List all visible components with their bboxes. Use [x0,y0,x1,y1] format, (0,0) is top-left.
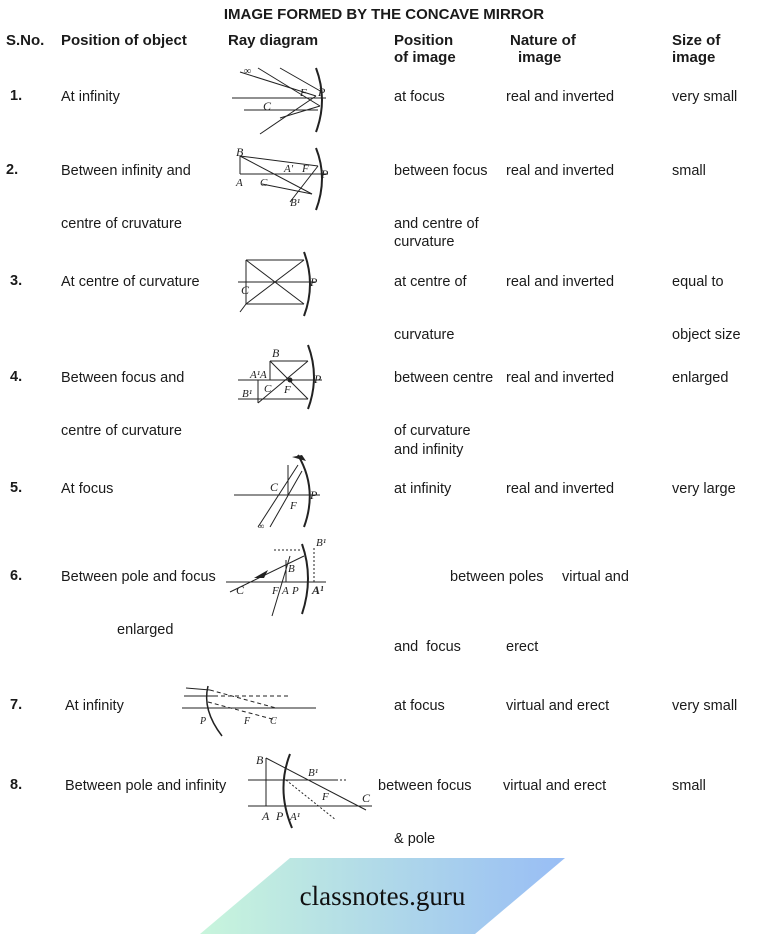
row-2-object-line1: Between infinity and [61,163,191,179]
svg-text:A: A [236,177,243,189]
svg-text:C: C [264,383,272,395]
header-size-line2: image [672,49,716,66]
svg-text:C: C [241,283,250,297]
row-3-nature: real and inverted [506,274,615,290]
header-ray-diagram: Ray diagram [228,32,319,49]
svg-text:F: F [322,791,329,803]
row-7-object: At infinity [65,698,124,714]
row-2-size: small [672,163,706,179]
svg-text:F: F [302,163,309,175]
svg-text:B¹: B¹ [316,538,327,549]
row-2-object-line2: centre of cruvature [61,216,182,232]
row-1-image-position: at focus [394,89,445,105]
svg-text:B: B [272,346,280,360]
row-5-nature: real and inverted [506,481,615,497]
row-8-object: Between pole and infinity [65,778,227,794]
ray-diagram-2 [232,144,332,214]
row-6-image-position-line1: between poles [450,569,544,585]
row-6-object-line1: Between pole and focus [61,569,216,585]
row-8-image-position-line1: between focus [378,778,472,794]
row-1-object: At infinity [61,89,120,105]
svg-text:P: P [276,809,284,823]
header-size [672,32,720,66]
svg-text:P: P [310,488,318,502]
svg-text:B: B [256,753,264,767]
row-1-sno: 1. [10,88,23,104]
header-position-image [394,32,456,66]
row-1-nature: real and inverted [506,89,615,105]
row-4-sno: 4. [10,369,23,385]
header-position-image-line1: Position [394,32,454,49]
row-1-size: very small [672,89,738,105]
svg-text:C: C [263,99,272,113]
row-2-image-position-line1: between focus [394,163,488,179]
header-nature-line2: image [518,49,562,66]
row-6-object-line2: enlarged [117,622,174,638]
row-7-image-position: at focus [394,698,445,714]
svg-text:P: P [292,585,299,597]
ray-diagram-4 [236,343,330,413]
row-2-nature: real and inverted [506,163,615,179]
svg-text:C: C [362,791,371,805]
d1-inf-label: ∞ [244,66,252,77]
ray-diagram-3 [236,250,326,320]
svg-text:A¹: A¹ [290,811,301,823]
svg-text:F: F [284,384,291,396]
svg-text:A: A [282,585,289,597]
svg-text:A': A' [284,163,294,175]
row-4-size: enlarged [672,370,729,386]
row-5-image-position: at infinity [394,481,452,497]
row-8-image-position-line2: & pole [394,831,436,847]
svg-text:C: C [260,177,268,189]
svg-text:F: F [300,87,307,99]
row-3-sno: 3. [10,273,23,289]
svg-text:F: F [244,716,251,727]
svg-text:P: P [200,716,207,727]
row-6-nature-line2: erect [506,639,539,655]
svg-text:P: P [318,85,326,99]
row-8-size: small [672,778,706,794]
header-nature [510,32,576,66]
row-3-object: At centre of curvature [61,274,200,290]
row-7-nature: virtual and erect [506,698,610,714]
row-6-nature-line1: virtual and [562,569,629,585]
svg-text:C: C [270,716,277,727]
row-5-sno: 5. [10,480,23,496]
row-4-object-line1: Between focus and [61,370,185,386]
row-3-image-position-line2: curvature [394,327,455,343]
watermark-text[interactable]: classnotes.guru [299,880,466,911]
svg-text:C: C [236,583,245,597]
row-3-size-line2: object size [672,327,741,343]
row-3-image-position-line1: at centre of [394,274,467,290]
row-7-sno: 7. [10,697,23,713]
ray-diagram-1 [230,66,330,136]
svg-text:∞: ∞ [258,521,265,531]
svg-text:B: B [236,145,244,159]
row-4-image-position-line1: between centre [394,370,494,386]
svg-text:F: F [272,585,279,597]
svg-text:B: B [288,563,295,575]
header-position-object: Position of object [61,32,187,49]
row-8-nature: virtual and erect [503,778,607,794]
row-8-sno: 8. [10,777,23,793]
svg-text:B¹: B¹ [242,388,253,400]
page-title: IMAGE FORMED BY THE CONCAVE MIRROR [223,6,545,23]
row-5-size: very large [672,481,736,497]
ray-diagram-5 [232,453,328,531]
header-position-image-line2: of image [394,49,456,66]
ray-diagram-6 [226,538,336,618]
ray-diagram-7 [180,676,320,746]
row-4-nature: real and inverted [506,370,615,386]
header-nature-line1: Nature of [510,32,576,49]
row-6-image-position-line2: and focus [394,639,461,655]
row-3-size-line1: equal to [672,274,724,290]
svg-text:P: P [310,275,318,289]
ray-diagram-8 [246,750,376,830]
row-4-image-position-line2: of curvature [394,423,471,439]
svg-text:A¹A: A¹A [250,369,267,381]
svg-text:P: P [314,372,322,386]
row-5-object: At focus [61,481,114,497]
svg-text:A¹: A¹ [312,583,324,597]
row-2-image-position-line2: and centre of [394,216,479,232]
row-6-sno: 6. [10,568,23,584]
row-7-size: very small [672,698,738,714]
row-2-image-position-line3: curvature [394,234,455,250]
svg-text:B¹: B¹ [308,767,319,779]
row-4-object-line2: centre of curvature [61,423,182,439]
header-sno: S.No. [6,32,45,49]
row-2-sno: 2. [6,162,19,178]
header-size-line1: Size of [672,32,721,49]
svg-text:P: P [321,167,329,181]
svg-text:F: F [290,500,297,512]
svg-text:A: A [262,809,270,823]
row-4-image-position-line3: and infinity [394,442,464,458]
svg-text:B¹: B¹ [290,197,301,209]
svg-text:C: C [270,480,279,494]
